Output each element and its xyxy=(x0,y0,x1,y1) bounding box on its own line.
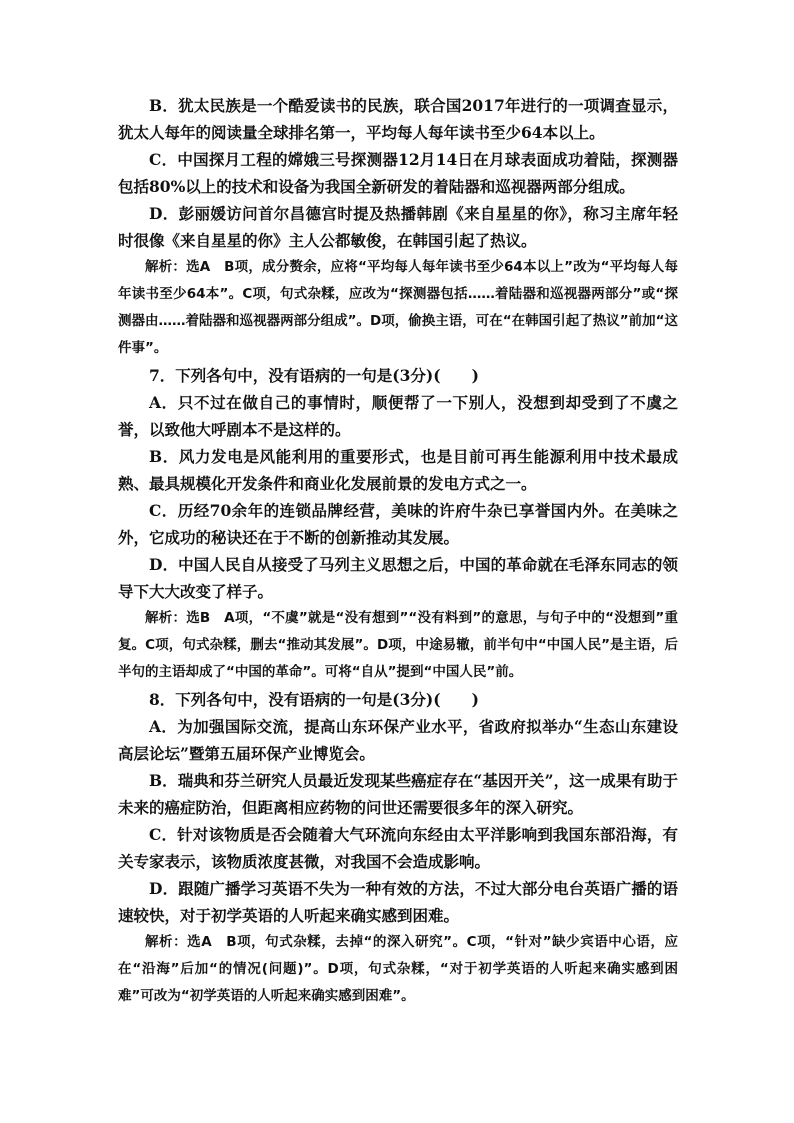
option-b-q6: B．犹太民族是一个酷爱读书的民族，联合国2017年进行的一项调查显示，犹太人每年的阅读量全球排名第一，平均每人每年读书至少64本以上。 xyxy=(118,96,678,142)
option-c-q6: C．中国探月工程的嫦娥三号探测器12月14日在月球表面成功着陆，探测器包括80%以上的技术和设备为我国全新研发的着陆器和巡视器两部分组成。 xyxy=(118,150,678,196)
option-c-q8: C．针对该物质是否会随着大气环流向东经由太平洋影响到我国东部沿海，有关专家表示，该物质浓度甚微，对我国不会造成影响。 xyxy=(118,825,678,871)
option-d-q7: D．中国人民自从接受了马列主义思想之后，中国的革命就在毛泽东同志的领导下大大改变了样子。 xyxy=(118,555,678,601)
option-b-q7: B．风力发电是风能利用的重要形式，也是目前可再生能源利用中技术最成熟、最具规模化开发条件和商业化发展前景的发电方式之一。 xyxy=(118,447,678,493)
analysis-q7: 解析：选B A项，“不虞”就是“没有想到”“没有料到”的意思，与句子中的“没想到”重复。C项，句式杂糅，删去“推动其发展”。D项，中途易辙，前半句中“中国人民”是主语，后半句的主语却成了“中国的革命”。可将“自从”提到“中国人民”前。 xyxy=(118,610,678,680)
question-8: 8．下列各句中，没有语病的一句是(3分)( ) xyxy=(149,690,479,709)
analysis-q6: 解析：选A B项，成分赘余，应将“平均每人每年读书至少64本以上”改为“平均每人每年读书至少64本”。C项，句式杂糅，应改为“探测器包括……着陆器和巡视器两部分”或“探测器由……着陆器和巡视器两部分组成”。D项，偷换主语，可在“在韩国引起了热议”前加“这件事”。 xyxy=(118,259,678,356)
option-a-q7: A．只不过在做自己的事情时，顺便帮了一下别人，没想到却受到了不虞之誉，以致他大呼剧本不是这样的。 xyxy=(118,393,678,439)
question-7: 7．下列各句中，没有语病的一句是(3分)( ) xyxy=(149,366,479,385)
option-a-q8: A．为加强国际交流，提高山东环保产业水平，省政府拟举办“生态山东建设高层论坛”暨第五届环保产业博览会。 xyxy=(118,717,678,763)
option-c-q7: C．历经70余年的连锁品牌经营，美味的许府牛杂已享誉国内外。在美味之外，它成功的秘诀还在于不断的创新推动其发展。 xyxy=(118,501,678,547)
option-d-q8: D．跟随广播学习英语不失为一种有效的方法，不过大部分电台英语广播的语速较快，对于初学英语的人听起来确实感到困难。 xyxy=(118,879,678,925)
option-b-q8: B．瑞典和芬兰研究人员最近发现某些癌症存在“基因开关”，这一成果有助于未来的癌症防治，但距离相应药物的问世还需要很多年的深入研究。 xyxy=(118,771,678,817)
analysis-q8: 解析：选A B项，句式杂糅，去掉“的深入研究”。C项，“针对”缺少宾语中心语，应在“沿海”后加“的情况(问题)”。D项，句式杂糅，“对于初学英语的人听起来确实感到困难”可改为“初学英语的人听起来确实感到困难”。 xyxy=(118,934,678,1004)
option-d-q6: D．彭丽媛访问首尔昌德宫时提及热播韩剧《来自星星的你》，称习主席年轻时很像《来自星星的你》主人公都敏俊，在韩国引起了热议。 xyxy=(118,204,678,250)
document-page xyxy=(118,92,678,1010)
